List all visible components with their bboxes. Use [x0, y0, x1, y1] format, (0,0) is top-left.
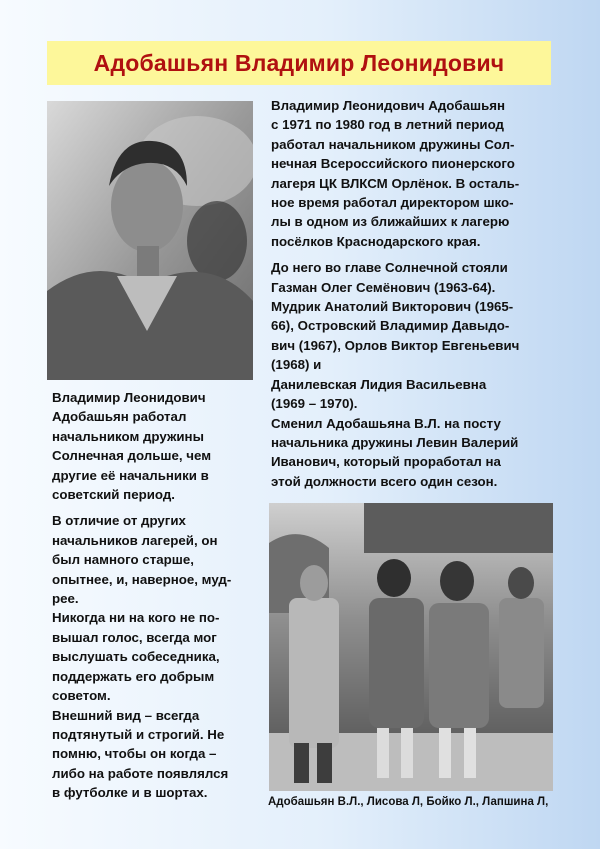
- portrait-photo: [47, 101, 253, 380]
- paragraph: Владимир Леонидович Адобашьян с 1971 по 1980 год в летний период работал начальником дружины Сол- нечная Всероссийского пионерского лагеря ЦК ВЛКСМ Орлёнок. В осталь- ное время работал директором шко- лы в одном из ближайших к лагерю посёлков Краснодарского края.: [271, 98, 520, 249]
- title-banner: [47, 41, 551, 85]
- photo-caption: Адобашьян В.Л., Лисова Л, Бойко Л., Лапшина Л,: [268, 796, 549, 808]
- right-column-text: [271, 96, 556, 498]
- group-photo: [269, 503, 553, 791]
- paragraph: Владимир Леонидович Адобашьян работал начальником дружины Солнечная дольше, чем другие её начальники в советский период.: [52, 390, 212, 503]
- paragraph: До него во главе Солнечной стояли Газман Олег Семёнович (1963-64). Мудрик Анатолий Викторович (1965- 66), Островский Владимир Давыдо- вич (1967), Орлов Виктор Евгеньевич (1968) и Данилевская Лидия Васильевна (1969 – 1970). Сменил Адобашьяна В.Л. на посту начальника дружины Левин Валерий Иванович, который проработал на этой должности всего один сезон.: [271, 260, 520, 489]
- paragraph: В отличие от других начальников лагерей, он был намного старше, опытнее, и, наверное, муд- рее. Никогда ни на кого не по- вышал голос, всегда мог выслушать собеседника, поддержать его добрым советом. Внешний вид – всегда подтянутый и строгий. Не помню, чтобы он когда – либо на работе появлялся в футболке и в шортах.: [52, 513, 232, 801]
- left-column-text: [52, 388, 257, 810]
- page-title: Адобашьян Владимир Леонидович: [93, 49, 505, 76]
